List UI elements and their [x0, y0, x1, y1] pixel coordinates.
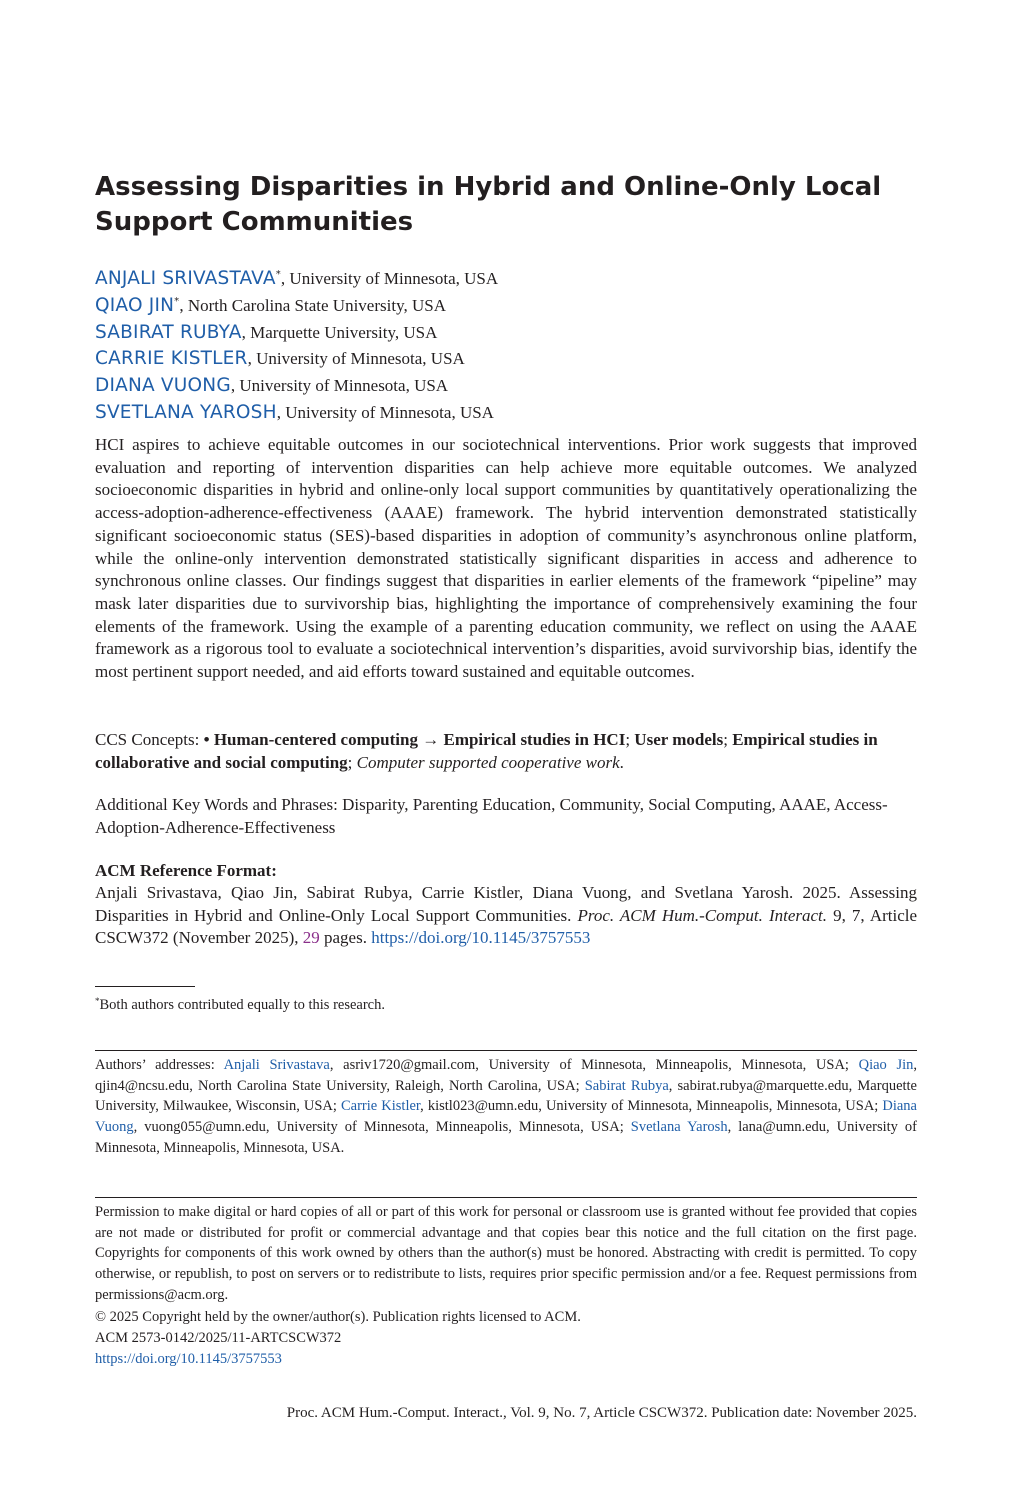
author-name[interactable]: SABIRAT RUBYA	[95, 321, 242, 343]
keywords: Additional Key Words and Phrases: Disparity, Parenting Education, Community, Social Computing, AAAE, Access-Adoption-Adherence-Effectiveness	[95, 795, 888, 837]
author-line	[95, 289, 917, 316]
addresses-divider	[95, 1050, 917, 1051]
footnote: *Both authors contributed equally to this research.	[95, 996, 385, 1013]
author-address-link[interactable]: Diana Vuong	[95, 1098, 917, 1136]
footnote-divider	[95, 986, 195, 987]
authors-addresses: Authors’ addresses: Anjali Srivastava, asriv1720@gmail.com, University of Minnesota, Minneapolis, Minnesota, USA; Qiao Jin, qjin4@ncsu.edu, North Carolina State University, Raleigh, North Carolina, USA; Sabirat Rubya, sabirat.rubya@marquette.edu, Marquette University, Milwaukee, Wisconsin, USA; Carrie Kistler, kistl023@umn.edu, University of Minnesota, Minneapolis, Minnesota, USA; Diana Vuong, vuong055@umn.edu, University of Minnesota, Minneapolis, Minnesota, USA; Svetlana Yarosh, lana@umn.edu, University of Minnesota, Minneapolis, Minnesota, USA.	[95, 1057, 917, 1156]
permission-divider	[95, 1197, 917, 1198]
doi-link[interactable]: https://doi.org/10.1145/3757553	[371, 928, 591, 948]
author-affiliation: , University of Minnesota, USA	[247, 349, 465, 369]
author-line	[95, 316, 917, 343]
copyright-block	[95, 1307, 917, 1370]
author-address-link[interactable]: Qiao Jin	[858, 1057, 914, 1073]
reference-format: Anjali Srivastava, Qiao Jin, Sabirat Rubya, Carrie Kistler, Diana Vuong, and Svetlana Yarosh. 2025. Assessing Disparities in Hybrid and Online-Only Local Support Communities. Proc. ACM Hum.-Comput. Interact. 9, 7, Article CSCW372 (November 2025), 29 pages. https://doi.org/10.1145/3757553	[95, 883, 918, 948]
author-affiliation: , University of Minnesota, USA	[230, 376, 449, 396]
author-line	[95, 396, 917, 423]
permission-notice: Permission to make digital or hard copies of all or part of this work for personal or classroom use is granted without fee provided that copies are not made or distributed for profit or commercial advantage and that copies bear this notice and the full citation on the first page. Copyrights for components of this work owned by others than the author(s) must be honored. Abstracting with credit is permitted. To copy otherwise, or republish, to post on servers or to redistribute to lists, requires prior specific permission and/or a fee. Request permissions from permissions@acm.org.	[95, 1204, 917, 1303]
author-name[interactable]: SVETLANA YAROSH	[95, 401, 277, 423]
author-affiliation: , University of Minnesota, USA	[280, 269, 499, 288]
author-name[interactable]: QIAO JIN*	[95, 294, 180, 316]
author-line	[95, 342, 917, 369]
issn-line: ACM 2573-0142/2025/11-ARTCSCW372	[95, 1330, 342, 1346]
running-footer: Proc. ACM Hum.-Comput. Interact., Vol. 9, No. 7, Article CSCW372. Publication date: November 2025.	[286, 1405, 917, 1421]
abstract: HCI aspires to achieve equitable outcomes in our sociotechnical interventions. Prior work suggests that improved evaluation and reporting of intervention disparities can help achieve more equitable outcomes. We analyzed socioeconomic disparities in hybrid and online-only local support communities by quantitatively operationalizing the access-adoption-adherence-effectiveness (AAAE) framework. The hybrid intervention demonstrated statistically significant socioeconomic status (SES)-based disparities in adoption of community’s asynchronous online platform, while the online-only intervention demonstrated statistically significant disparities in access and adherence to synchronous online classes. Our findings suggest that disparities in earlier elements of the framework “pipeline” may mask later disparities due to survivorship bias, highlighting the importance of comprehensively examining the four elements of the framework. Using the example of a parenting education community, we reflect on using the AAAE framework as a rigorous tool to evaluate a sociotechnical intervention’s disparities, avoid survivorship bias, identify the most pertinent support needed, and aid efforts toward sustained and equitable outcomes.	[95, 435, 917, 682]
author-list	[95, 262, 917, 423]
author-affiliation: , University of Minnesota, USA	[276, 402, 494, 422]
author-address-link[interactable]: Anjali Srivastava	[223, 1057, 330, 1073]
author-name[interactable]: CARRIE KISTLER	[95, 348, 248, 370]
page-count-link[interactable]: 29	[302, 928, 320, 948]
reference-format-heading: ACM Reference Format:	[95, 861, 277, 880]
author-address-link[interactable]: Carrie Kistler	[341, 1098, 421, 1115]
ccs-concepts: CCS Concepts: • Human-centered computing → Empirical studies in HCI; User models; Empirical studies in collaborative and social computing; Computer supported cooperative work.	[95, 730, 878, 772]
copyright-line: © 2025 Copyright held by the owner/author(s). Publication rights licensed to ACM.	[95, 1309, 581, 1325]
author-address-link[interactable]: Svetlana Yarosh	[630, 1119, 728, 1136]
author-affiliation: , North Carolina State University, USA	[179, 295, 446, 315]
author-address-link[interactable]: Sabirat Rubya	[584, 1077, 669, 1094]
author-name[interactable]: DIANA VUONG	[95, 375, 231, 397]
author-name[interactable]: ANJALI SRIVASTAVA*	[95, 268, 281, 289]
author-line	[95, 369, 917, 396]
paper-page	[95, 0, 917, 1500]
author-line	[95, 262, 917, 289]
author-affiliation: , Marquette University, USA	[241, 322, 438, 342]
copyright-doi-link[interactable]: https://doi.org/10.1145/3757553	[95, 1351, 282, 1367]
paper-title: Assessing Disparities in Hybrid and Online-Only Local Support Communities	[95, 172, 882, 237]
